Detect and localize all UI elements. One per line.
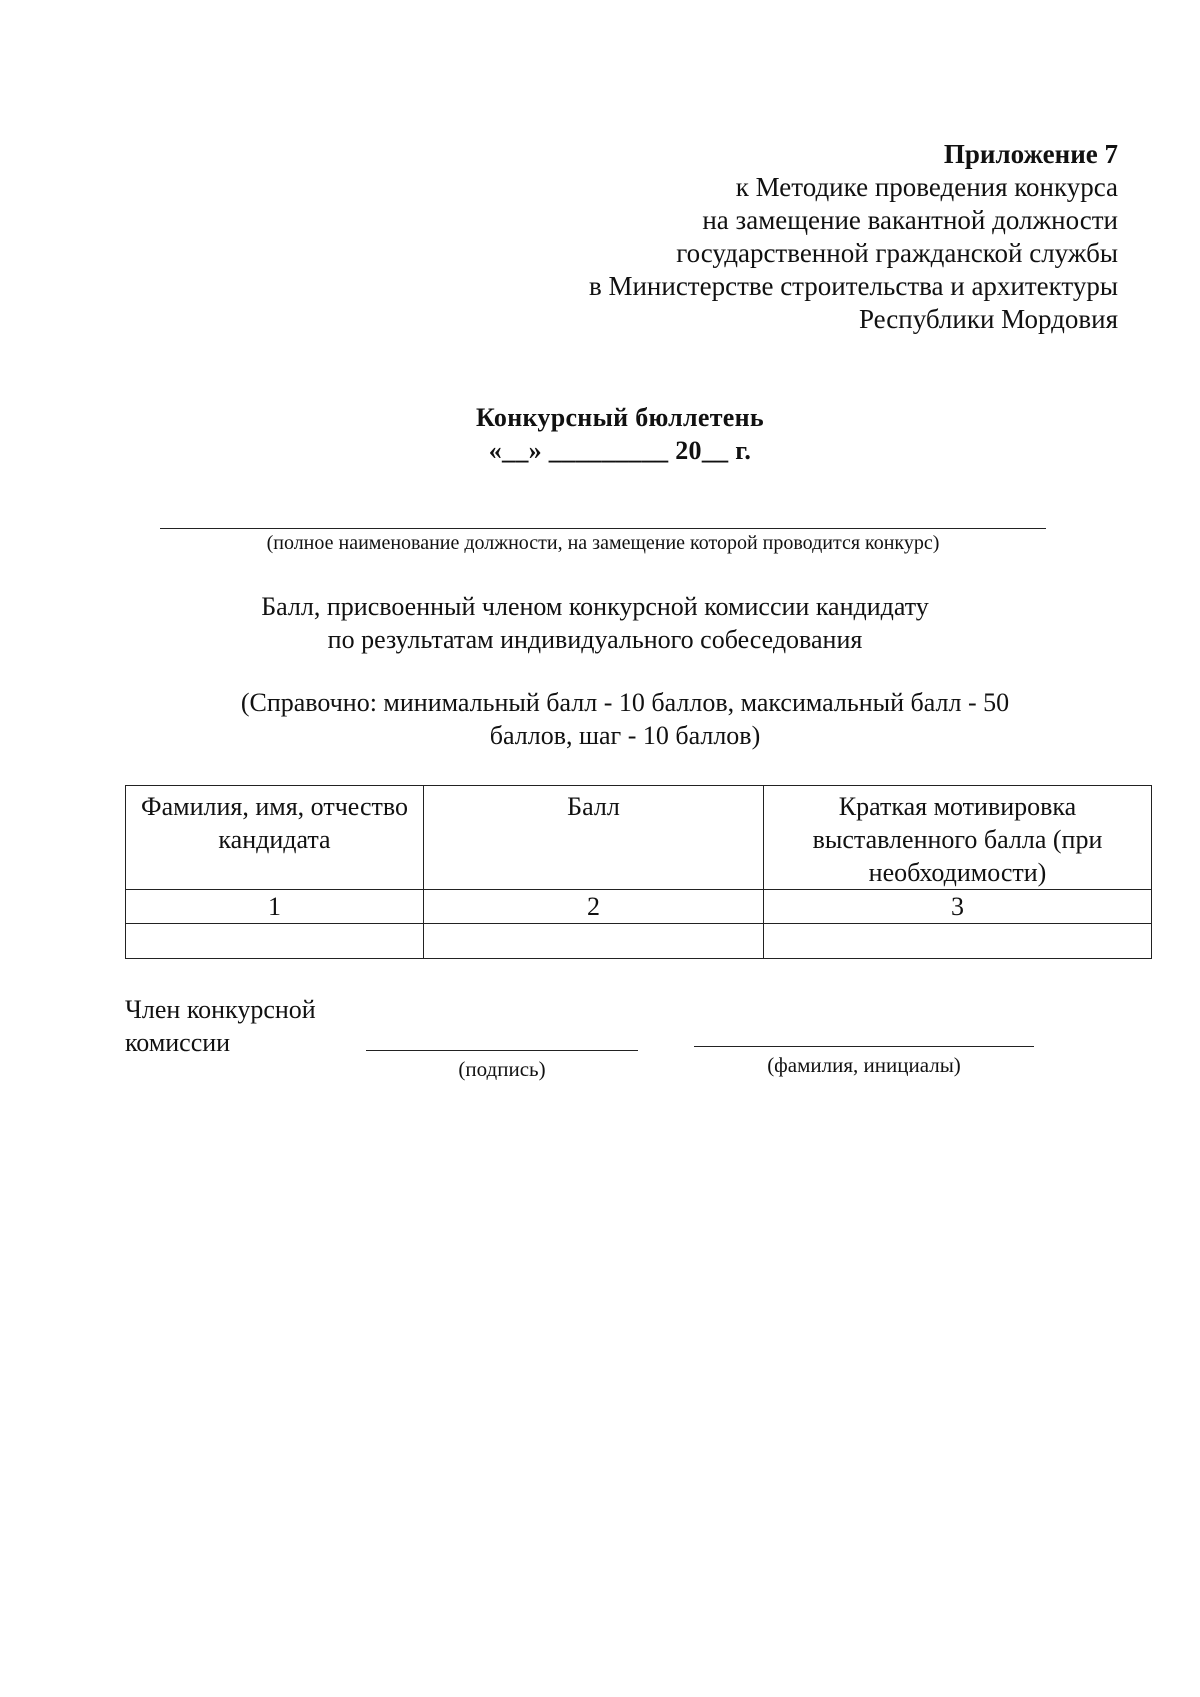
commission-member-label xyxy=(125,993,316,1059)
header-candidate-name: Фамилия, имя, отчество кандидата xyxy=(126,786,424,890)
score-description-line: Балл, присвоенный членом конкурсной комиссии кандидату xyxy=(261,592,929,621)
position-fill-line[interactable] xyxy=(160,528,1046,529)
table-header-row xyxy=(126,786,1152,890)
column-number: 2 xyxy=(424,890,764,924)
name-initials-caption: (фамилия, инициалы) xyxy=(767,1053,961,1077)
commission-member-line: комиссии xyxy=(125,1028,231,1057)
appendix-line: на замещение вакантной должности xyxy=(702,205,1118,235)
cell-score[interactable] xyxy=(424,924,764,959)
header-motivation: Краткая мотивировка выставленного балла (при необходимости) xyxy=(764,786,1152,890)
commission-member-line: Член конкурсной xyxy=(125,995,316,1024)
appendix-header xyxy=(418,138,1118,336)
appendix-line: к Методике проведения конкурса xyxy=(735,172,1118,202)
table-row xyxy=(126,924,1152,959)
appendix-title: Приложение 7 xyxy=(943,139,1118,169)
column-number: 3 xyxy=(764,890,1152,924)
table-number-row xyxy=(126,890,1152,924)
signature-caption: (подпись) xyxy=(458,1057,546,1081)
appendix-line: в Министерстве строительства и архитектуры xyxy=(588,271,1118,301)
appendix-line: Республики Мордовия xyxy=(858,304,1118,334)
header-score: Балл xyxy=(424,786,764,890)
bulletin-title: Конкурсный бюллетень xyxy=(476,403,764,432)
bulletin-heading xyxy=(300,401,940,467)
score-reference-line: (Справочно: минимальный балл - 10 баллов, максимальный балл - 50 xyxy=(240,688,1010,717)
signature-fill-line[interactable] xyxy=(366,1050,638,1051)
name-initials-fill-line[interactable] xyxy=(694,1046,1034,1047)
score-reference xyxy=(195,686,1055,752)
position-caption: (полное наименование должности, на замещение которой проводится конкурс) xyxy=(266,532,940,554)
ballot-table xyxy=(125,785,1152,959)
appendix-line: государственной гражданской службы xyxy=(676,238,1118,268)
cell-candidate-name[interactable] xyxy=(126,924,424,959)
score-description-line: по результатам индивидуального собеседования xyxy=(327,625,863,654)
score-description xyxy=(200,590,990,656)
score-reference-line: баллов, шаг - 10 баллов) xyxy=(489,721,761,750)
cell-motivation[interactable] xyxy=(764,924,1152,959)
column-number: 1 xyxy=(126,890,424,924)
bulletin-date-line: «__» _________ 20__ г. xyxy=(488,436,752,465)
